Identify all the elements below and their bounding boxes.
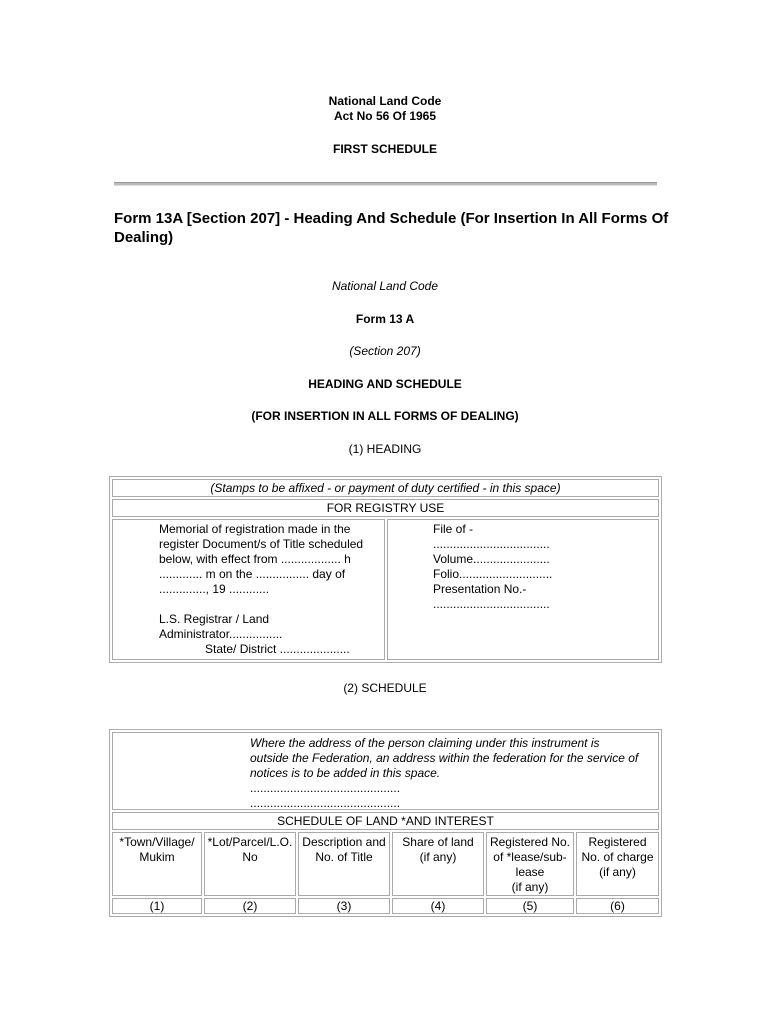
- column-header-line: (if any): [511, 880, 549, 894]
- registrar-line: Administrator................: [159, 627, 283, 641]
- column-header-line: Share of land: [402, 835, 474, 849]
- column-header-line: Registered No.: [489, 835, 571, 849]
- column-number: (5): [522, 899, 538, 913]
- column-header-line: (if any): [419, 850, 457, 864]
- column-header: [392, 832, 484, 896]
- address-line: outside the Federation, an address within the federation for the service of: [250, 751, 639, 765]
- column-header-line: No. of Title: [315, 850, 373, 864]
- column-header-line: of *lease/sub-: [493, 850, 567, 864]
- horizontal-rule: [114, 182, 657, 186]
- form-code: National Land Code: [331, 279, 439, 293]
- column-number: (6): [610, 899, 625, 913]
- schedule-table: [109, 729, 662, 917]
- address-line: .............................................: [250, 796, 401, 810]
- form-section: (Section 207): [349, 344, 421, 358]
- column-header-line: (if any): [599, 865, 636, 879]
- form-heading: HEADING AND SCHEDULE: [308, 377, 462, 391]
- file-info-cell: [387, 519, 659, 660]
- schedule-title: SCHEDULE OF LAND *AND INTEREST: [277, 814, 494, 828]
- column-header-line: Registered: [588, 835, 647, 849]
- page-title: Form 13A [Section 207] - Heading And Schedule (For Insertion In All Forms Of Dealing): [114, 210, 669, 246]
- memorial-line: Memorial of registration made in the: [159, 522, 351, 536]
- registrar-line: L.S. Registrar / Land: [159, 612, 270, 626]
- header-code: National Land Code: [328, 94, 442, 108]
- file-line: ...................................: [433, 597, 550, 611]
- registry-use-cell: [112, 499, 659, 517]
- column-number: (2): [242, 899, 258, 913]
- column-header-line: Description and: [302, 835, 386, 849]
- address-note-text: [250, 736, 660, 811]
- column-header-line: No. of charge: [581, 850, 654, 864]
- memorial-line: below, with effect from .................. h: [159, 552, 351, 566]
- memorial-cell: [112, 519, 385, 660]
- heading-table: [109, 476, 662, 663]
- column-header-line: Mukim: [139, 850, 175, 864]
- column-header-line: No: [242, 850, 258, 864]
- schedule-label: (2) SCHEDULE: [343, 681, 427, 695]
- memorial-line: .............., 19 ............: [159, 582, 270, 596]
- form-insertion: (FOR INSERTION IN ALL FORMS OF DEALING): [251, 409, 519, 423]
- registrar-line: State/ District .....................: [205, 642, 350, 656]
- column-number: (3): [336, 899, 352, 913]
- column-header: [576, 832, 659, 896]
- header-schedule: [0, 142, 770, 157]
- memorial-line: ............. m on the ................ day of: [159, 567, 346, 581]
- column-number: (4): [430, 899, 446, 913]
- file-line: Folio............................: [433, 567, 553, 581]
- header-schedule-label: FIRST SCHEDULE: [332, 142, 437, 156]
- file-line: Volume.......................: [433, 552, 550, 566]
- stamps-cell: [112, 479, 659, 497]
- column-header-line: lease: [515, 865, 545, 879]
- column-number-cell: [486, 898, 574, 914]
- address-line: .............................................: [250, 781, 401, 795]
- column-number-cell: [392, 898, 484, 914]
- address-line: notices is to be added in this space.: [250, 766, 441, 780]
- column-header: [112, 832, 202, 896]
- heading-label: (1) HEADING: [348, 442, 422, 456]
- document-header: [0, 94, 770, 124]
- column-header: [486, 832, 574, 896]
- memorial-text: [159, 522, 384, 657]
- file-line: Presentation No.-: [433, 582, 527, 596]
- address-line: Where the address of the person claiming under this instrument is: [250, 736, 600, 750]
- form-number: Form 13 A: [355, 312, 415, 326]
- header-act: Act No 56 Of 1965: [333, 109, 437, 123]
- column-number-cell: [112, 898, 202, 914]
- column-header: [298, 832, 390, 896]
- memorial-line: register Document/s of Title scheduled: [159, 537, 364, 551]
- column-header-line: *Lot/Parcel/L.O.: [207, 835, 293, 849]
- column-number: (1): [149, 899, 165, 913]
- address-note-cell: [112, 732, 659, 810]
- column-number-cell: [576, 898, 659, 914]
- schedule-title-cell: [112, 812, 659, 830]
- registry-use-text: FOR REGISTRY USE: [326, 501, 445, 515]
- file-info-text: [433, 522, 653, 612]
- column-number-cell: [204, 898, 296, 914]
- file-line: File of -: [433, 522, 474, 536]
- column-number-cell: [298, 898, 390, 914]
- column-header: [204, 832, 296, 896]
- file-line: ...................................: [433, 537, 550, 551]
- stamps-text: (Stamps to be affixed - or payment of duty certified - in this space): [210, 481, 561, 495]
- column-header-line: *Town/Village/: [119, 835, 195, 849]
